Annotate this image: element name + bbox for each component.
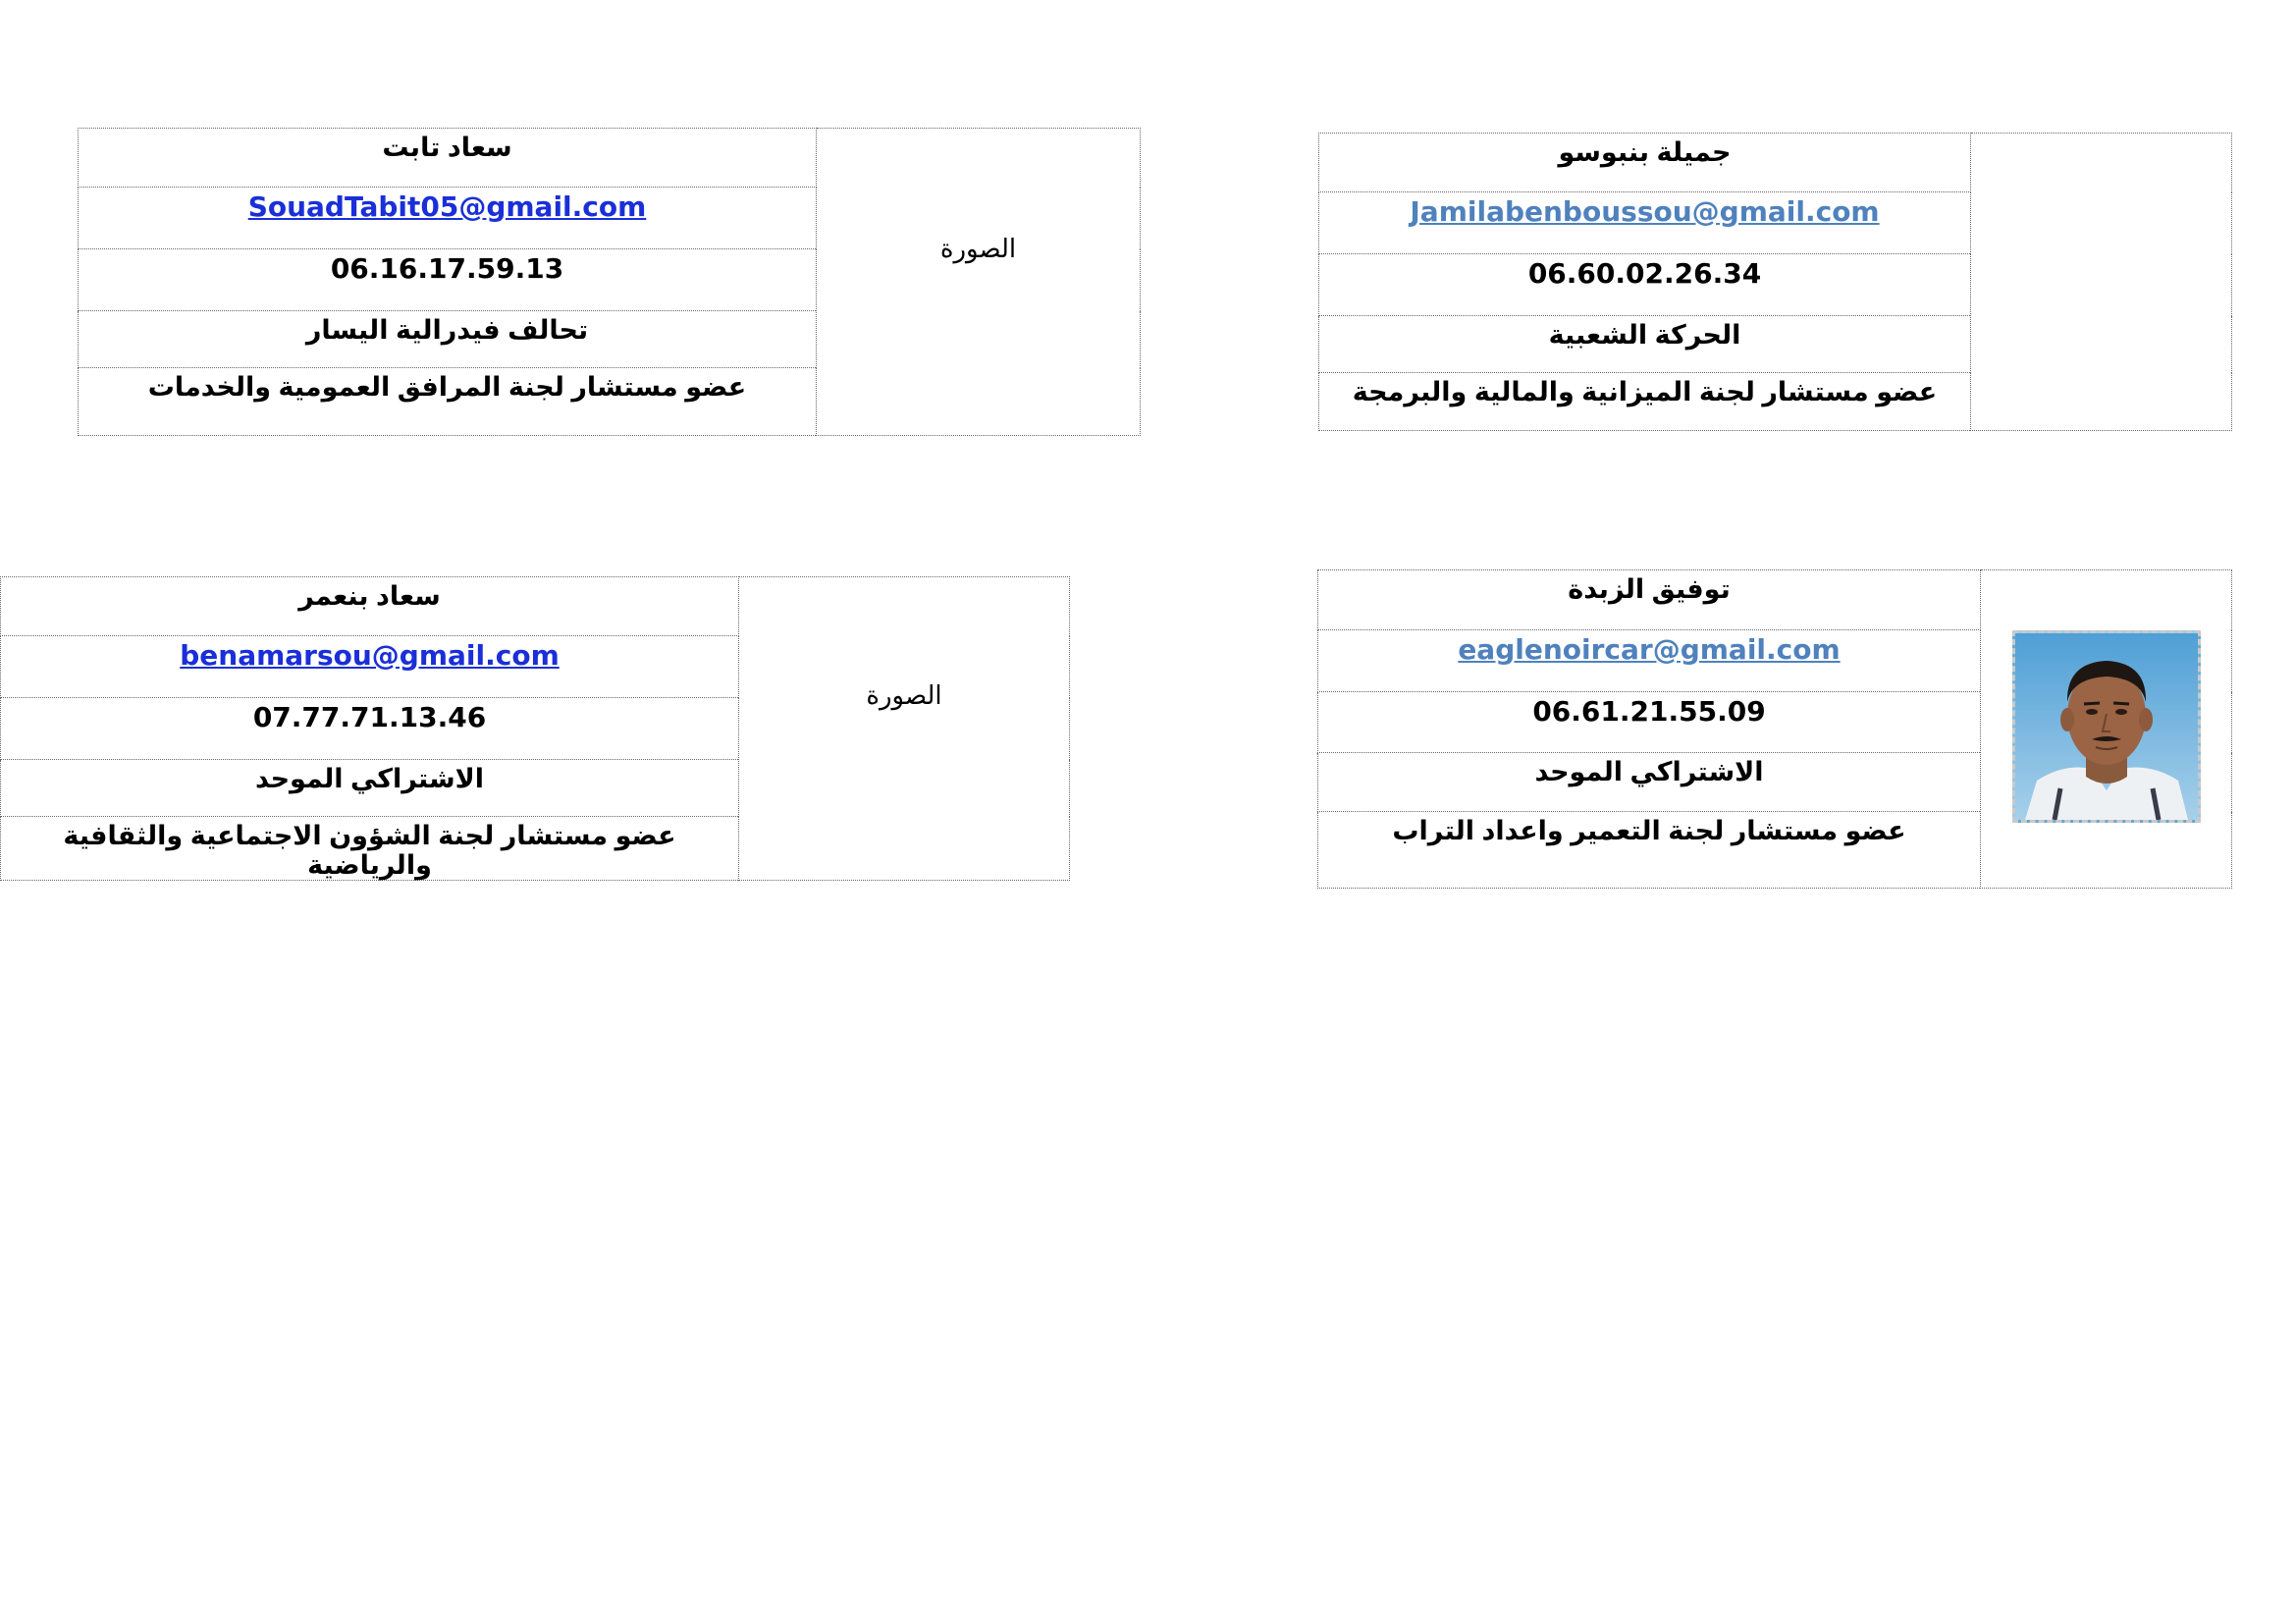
photo-placeholder-label: الصورة	[939, 235, 1017, 264]
email-link[interactable]: SouadTabit05@gmail.com	[247, 190, 647, 223]
photo-cell	[739, 577, 1070, 881]
member-name: سعاد بنعمر	[298, 581, 441, 611]
photo-cell	[1971, 134, 2232, 431]
email-link[interactable]: eaglenoircar@gmail.com	[1458, 633, 1841, 666]
member-name: جميلة بنبوسو	[1558, 137, 1732, 167]
member-card-souad-benamar	[0, 576, 1070, 881]
committee-role: عضو مستشار لجنة الميزانية والمالية والبرمجة	[1352, 377, 1938, 406]
committee-role: عضو مستشار لجنة التعمير واعداد التراب	[1392, 816, 1906, 845]
member-name: سعاد تابت	[382, 133, 512, 162]
photo-placeholder-label: الصورة	[866, 681, 942, 711]
phone-number: 06.61.21.55.09	[1532, 695, 1766, 728]
phone-number: 06.16.17.59.13	[330, 252, 564, 285]
member-name: توفيق الزبدة	[1568, 574, 1731, 604]
party-name: الاشتراكي الموحد	[255, 764, 484, 793]
email-link[interactable]: Jamilabenboussou@gmail.com	[1410, 195, 1880, 228]
party-name: تحالف فيدرالية اليسار	[305, 315, 589, 345]
committee-role: عضو مستشار لجنة المرافق العمومية والخدمات	[147, 372, 747, 402]
email-link[interactable]: benamarsou@gmail.com	[180, 639, 560, 672]
member-card-jamila-benboussou	[1318, 133, 2232, 431]
photo-cell	[1981, 570, 2232, 889]
committee-role: عضو مستشار لجنة الشؤون الاجتماعية والثقافية والرياضية	[63, 821, 676, 880]
member-card-toufik-zabda	[1317, 569, 2232, 889]
photo-cell	[817, 129, 1141, 436]
member-portrait-photo	[2012, 630, 2201, 823]
phone-number: 07.77.71.13.46	[252, 701, 487, 733]
member-card-souad-tabit	[78, 128, 1141, 436]
party-name: الحركة الشعبية	[1548, 320, 1741, 350]
party-name: الاشتراكي الموحد	[1534, 757, 1764, 786]
phone-number: 06.60.02.26.34	[1527, 257, 1762, 290]
